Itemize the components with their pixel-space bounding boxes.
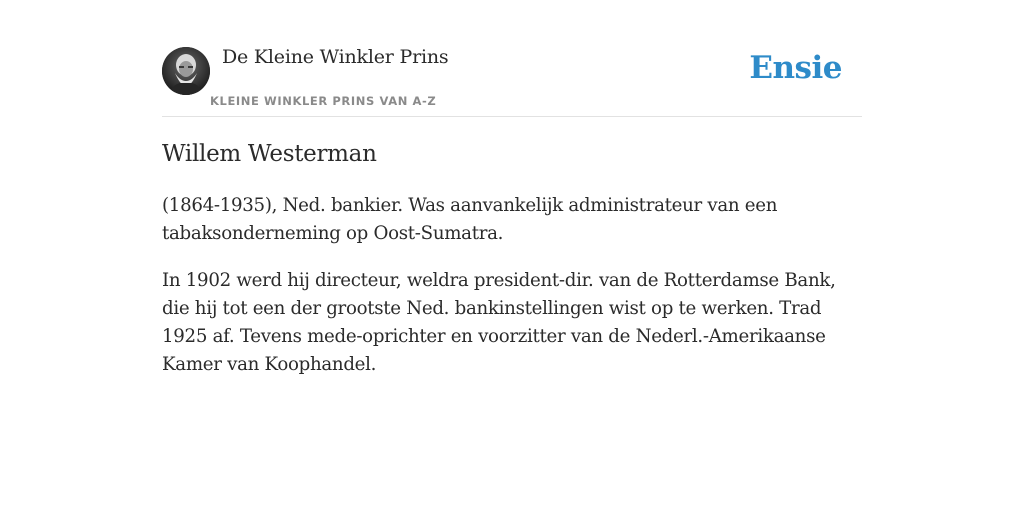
entry-paragraph: (1864-1935), Ned. bankier. Was aanvankelijk administrateur van een tabaksonderneming op Oost-Sumatra. — [162, 195, 778, 244]
entry-paragraph: In 1902 werd hij directeur, weldra president-dir. van de Rotterdamse Bank, die hij tot een der grootste Ned. bankinstellingen wist op te werken. Trad 1925 af. Tevens mede-oprichter en voorzitter van de Nederl.-Amerikaanse Kamer van Koophandel. — [162, 270, 836, 375]
book-title[interactable]: De Kleine Winkler Prins — [222, 46, 449, 68]
entry-title: Willem Westerman — [162, 141, 377, 167]
avatar[interactable] — [162, 47, 210, 95]
book-subtitle[interactable]: KLEINE WINKLER PRINS VAN A-Z — [210, 94, 437, 108]
brand-logo[interactable]: Ensie — [749, 50, 842, 86]
entry-content — [162, 138, 864, 398]
page-header — [162, 0, 862, 117]
bearded-man-portrait-icon — [162, 47, 210, 95]
